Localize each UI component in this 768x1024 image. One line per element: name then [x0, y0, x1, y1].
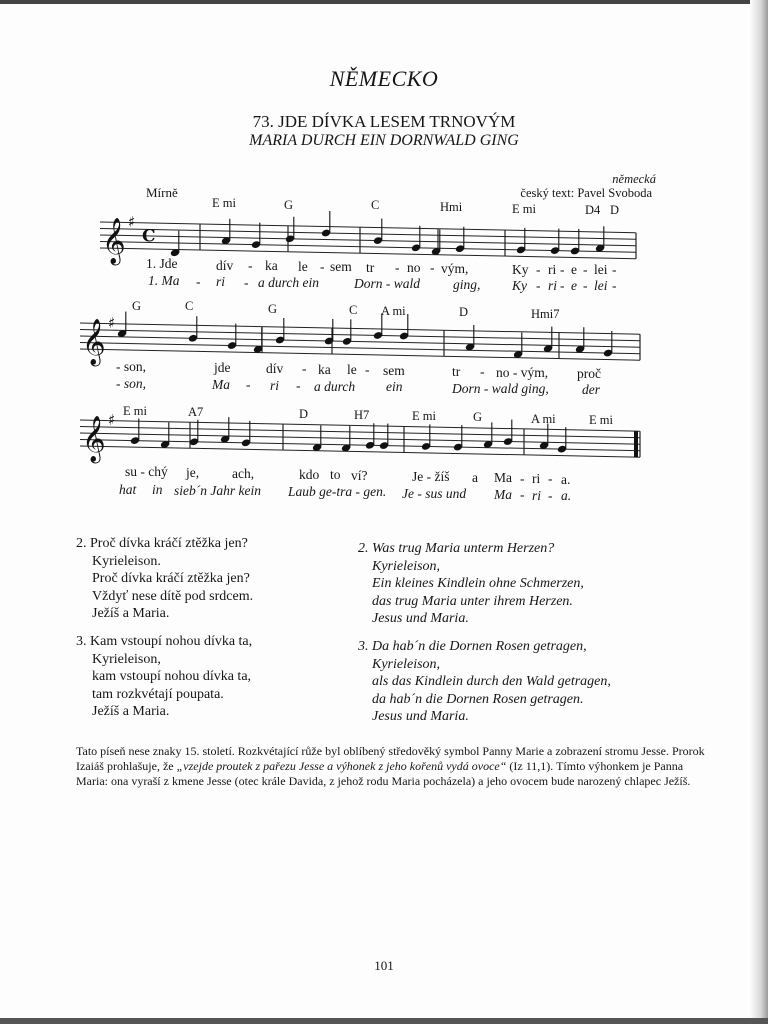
verse-line: 3. Kam vstoupí nohou dívka ta,: [76, 634, 253, 649]
tempo-marking: Mírně: [146, 185, 178, 200]
lyric-cz: Je - žíš: [412, 469, 450, 484]
lyric-cz: le: [298, 259, 308, 274]
verse-line: Ježíš a Maria.: [92, 704, 170, 719]
source-text-author: český text: Pavel Svoboda: [520, 186, 652, 200]
key-sharp-icon: ♯: [108, 411, 116, 430]
verse-line: Vždyť nese dítě pod srdcem.: [92, 588, 254, 604]
chord: H7: [354, 408, 370, 422]
lyric-de: sieb´n Jahr kein: [174, 483, 261, 498]
lyric-de: a durch ein: [258, 275, 319, 290]
verse-line: Ježíš a Maria.: [92, 606, 170, 621]
staff-line: [100, 235, 636, 246]
lyric-cz: e: [571, 262, 577, 277]
lyric-cz: tr: [452, 364, 461, 379]
verse-line: Kyrieleison,: [372, 656, 441, 672]
treble-clef-icon: 𝄞: [82, 319, 106, 365]
lyric-de: -: [560, 278, 565, 293]
lyric-cz: -: [612, 262, 617, 277]
verse-cz-3: [76, 633, 252, 721]
lyric-cz: le: [347, 362, 357, 377]
lyric-de: ein: [386, 379, 403, 394]
lyric-cz: sem: [383, 363, 405, 378]
lyric-cz: -: [536, 262, 541, 277]
chord: Hmi7: [531, 307, 560, 321]
lyric-cz: dív: [216, 258, 234, 273]
chord: D4: [585, 203, 601, 217]
lyric-de: -: [244, 275, 249, 290]
lyric-de: der: [582, 382, 600, 397]
page-number: 101: [374, 958, 394, 973]
lyric-de: Dorn - wald ging,: [452, 381, 549, 396]
lyric-de: 1. Ma: [148, 273, 180, 288]
lyric-cz: -: [583, 262, 588, 277]
chord: E mi: [412, 409, 436, 423]
scan-bottom-edge: [0, 1018, 768, 1024]
chord: A7: [188, 405, 204, 419]
lyric-de: lei: [594, 278, 608, 293]
chord: E mi: [589, 413, 613, 427]
verse-cz-2: [76, 535, 253, 623]
song-title: 73. JDE DÍVKA LESEM TRNOVÝM: [252, 112, 516, 131]
lyric-de: a durch: [314, 379, 356, 394]
verse-line: Ein kleines Kindlein ohne Schmerzen,: [372, 576, 584, 591]
chord: G: [473, 410, 483, 424]
lyric-cz: no - vým,: [496, 365, 549, 380]
staff-line: [100, 229, 636, 240]
lyric-cz: no: [407, 260, 421, 275]
lyric-cz: 1. Jde: [146, 256, 178, 271]
verse-line: Kyrieleison,: [92, 651, 161, 667]
chord: D: [299, 407, 309, 421]
country-heading: NĚMECKO: [329, 66, 439, 91]
verse-de-3: [358, 638, 611, 726]
chord: C: [185, 299, 194, 313]
verse-de-2: [358, 540, 584, 628]
lyric-cz: tr: [366, 260, 375, 275]
source-origin: německá: [612, 172, 656, 186]
lyric-de: ri: [532, 488, 542, 503]
lyric-de: -: [548, 488, 553, 503]
staff-line: [80, 323, 640, 334]
lyric-de: Dorn - wald: [354, 276, 421, 291]
song-title-german: MARIA DURCH EIN DORNWALD GING: [249, 132, 519, 149]
treble-clef-icon: 𝄞: [102, 218, 126, 264]
verse-line: 2. Proč dívka kráčí ztěžka jen?: [76, 536, 248, 551]
lyric-cz: ka: [265, 258, 278, 273]
staff-line: [80, 336, 640, 347]
lyric-cz: ri: [532, 471, 541, 486]
verse-line: Kyrieleison.: [92, 553, 161, 569]
verse-line: kam vstoupí nohou dívka ta,: [92, 669, 252, 684]
lyric-cz: su - chý: [125, 464, 168, 479]
verse-line: 2. Was trug Maria unterm Herzen?: [358, 541, 555, 556]
lyric-de: e: [571, 278, 577, 293]
lyric-cz: to: [330, 467, 341, 482]
lyric-cz: -: [430, 260, 435, 275]
lyric-cz: Ma: [494, 470, 512, 485]
lyric-cz: ví?: [351, 468, 368, 483]
chord: G: [268, 302, 278, 316]
verse-line: das trug Maria unter ihrem Herzen.: [372, 593, 573, 609]
note-text: Tato píseň nese znaky 15. století. Rozkvétající růže byl oblíbený středověký symbol Panny Marie a zobrazení stromu Jesse. Prorok Izaiáš prohlašuje, že: [76, 744, 705, 773]
lyric-cz: -: [395, 260, 400, 275]
staff-line: [100, 222, 636, 233]
lyric-de: ri: [548, 278, 558, 293]
chord: G: [284, 198, 294, 212]
chord: D: [459, 305, 469, 319]
lyric-cz: Ky: [512, 262, 529, 277]
staff-line: [80, 349, 640, 360]
lyric-cz: ach,: [232, 466, 255, 481]
chord: A mi: [531, 412, 556, 426]
chord: C: [371, 198, 380, 212]
chord: A mi: [381, 304, 406, 318]
lyric-cz: jde: [214, 360, 231, 375]
lyric-de: ri: [216, 274, 226, 289]
lyric-de: in: [152, 482, 163, 497]
lyric-cz: -: [520, 471, 525, 486]
lyric-cz: -: [248, 258, 253, 273]
lyric-cz: -: [548, 471, 553, 486]
chord: D: [610, 203, 620, 217]
lyric-cz: ri: [548, 262, 557, 277]
lyric-cz: je,: [186, 465, 200, 480]
lyric-cz: lei: [594, 262, 608, 277]
chord: E mi: [512, 202, 536, 216]
verse-line: Jesus und Maria.: [372, 611, 469, 626]
staff-line: [80, 343, 640, 354]
verse-line: da hab´n die Dornen Rosen getragen.: [372, 691, 584, 707]
lyric-de: -: [196, 274, 201, 289]
key-sharp-icon: ♯: [128, 213, 136, 232]
lyric-cz: dív: [266, 361, 284, 376]
lyric-de: - son,: [116, 376, 146, 391]
lyric-cz: proč: [577, 366, 601, 381]
chord: G: [132, 299, 142, 313]
chord: Hmi: [440, 200, 463, 214]
lyric-cz: - son,: [116, 359, 146, 374]
lyric-de: Ma: [494, 487, 512, 502]
lyric-de: -: [583, 278, 588, 293]
note-text: (Iz 11,1). Tímto výhonkem je Panna Maria: ona vyraší z kmene Jesse (otec krále Davida, z jehož rodu Maria pocházela) a jeho ovocem bude narozený chlapec Ježíš.: [76, 759, 691, 788]
lyric-de: ri: [270, 378, 280, 393]
lyric-cz: -: [480, 364, 485, 379]
lyric-cz: kdo: [299, 467, 320, 482]
lyric-cz: vým,: [441, 261, 469, 276]
verse-line: tam rozkvétají poupata.: [92, 686, 224, 702]
verse-line: Proč dívka kráčí ztěžka jen?: [92, 571, 250, 586]
lyric-cz: -: [365, 362, 370, 377]
staff-line: [80, 330, 640, 341]
key-sharp-icon: ♯: [108, 314, 116, 333]
lyric-de: -: [520, 487, 525, 502]
lyric-de: Ky: [512, 278, 527, 293]
lyric-cz: -: [560, 262, 565, 277]
lyric-cz: -: [320, 259, 325, 274]
lyric-cz: sem: [330, 259, 352, 274]
lyric-cz: ka: [318, 362, 331, 377]
lyric-de: -: [296, 378, 301, 393]
verse-line: als das Kindlein durch den Wald getragen,: [372, 674, 611, 689]
lyric-cz: a.: [561, 472, 571, 487]
lyric-de: Laub ge-tra - gen.: [288, 484, 387, 499]
lyric-de: hat: [119, 482, 137, 497]
chord: E mi: [123, 404, 147, 418]
chord: E mi: [212, 196, 236, 210]
lyric-de: Ma: [212, 377, 230, 392]
treble-clef-icon: 𝄞: [82, 416, 106, 462]
lyric-cz: a: [472, 470, 478, 485]
lyric-de: -: [612, 278, 617, 293]
note-quote: „vzejde proutek z pařezu Jesse a výhonek z jeho kořenů vydá ovoce“: [176, 759, 507, 773]
lyric-de: Je - sus und: [402, 486, 467, 501]
lyric-de: -: [246, 377, 251, 392]
verse-line: 3. Da hab´n die Dornen Rosen getragen,: [358, 639, 587, 654]
staff-line: [80, 427, 640, 438]
chord: C: [349, 303, 358, 317]
lyric-cz: -: [302, 361, 307, 376]
song-note: [76, 744, 716, 789]
lyric-de: -: [536, 278, 541, 293]
verse-line: Kyrieleison,: [372, 558, 441, 574]
time-signature-c: C: [142, 226, 156, 247]
verse-line: Jesus und Maria.: [372, 709, 469, 724]
lyric-de: ging,: [453, 277, 481, 292]
lyric-de: a.: [561, 488, 572, 503]
